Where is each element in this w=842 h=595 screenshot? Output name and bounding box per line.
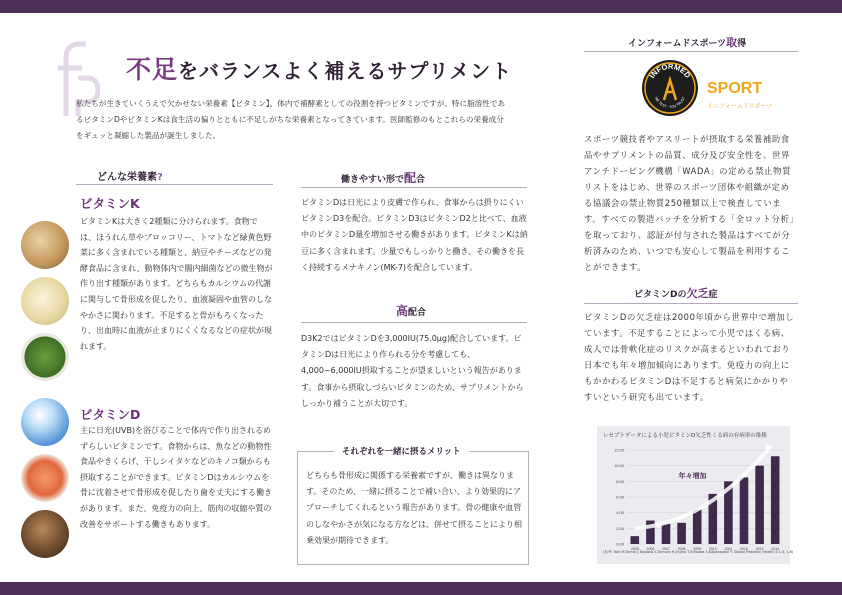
x-tick-label: 2012 (740, 547, 748, 551)
svg-text:WE TEST · YOU TRUST (654, 96, 686, 110)
bar (771, 456, 780, 544)
sport-logo-subtext: インフォームドスポーツ (707, 103, 773, 110)
trend-arrow (635, 448, 769, 528)
logo-ring-sub: WE TEST · YOU TRUST (653, 96, 686, 110)
bottom-bar (0, 582, 842, 595)
y-tick-label: 6.00 (616, 494, 624, 500)
divider (76, 184, 273, 185)
vitamin-d-label: ビタミンD (80, 407, 141, 422)
divider (584, 303, 798, 304)
x-tick-label: 2007 (662, 547, 670, 551)
x-tick-label: 2008 (677, 547, 686, 551)
natto-photo (21, 221, 69, 269)
y-tick-label: 10.00 (613, 463, 624, 469)
section-heading-form: 働きやすい形で配合 (341, 171, 426, 185)
bar (662, 524, 671, 544)
x-tick-label: 2010 (708, 547, 717, 551)
y-tick-label: 0.00 (616, 541, 624, 547)
bar (755, 466, 764, 544)
merit-heading: それぞれを一緒に摂るメリット (334, 445, 469, 457)
cheese-photo (21, 277, 69, 325)
high-dose-text: D3K2ではビタミンDを3,000IU(75.0μg)配合しています。ビタミンDは日光により作られる分を考慮しても、4,000~6,000IU摂取することが望ましいという報告があります。食事から摂取しづらいビタミンのため、サプリメントからしっかり補うことが大切です。 (301, 334, 524, 408)
merit-text: どちらも骨形成に関係する栄養素ですが、働きは異なります。そのため、一緒に摂ることで補い合い、より効果的にアプローチしてくれるという報告があります。骨の健康や血管のしなやかさが気になる方などは、併せて摂ることにより相乗効果が期待できます。 (306, 471, 522, 545)
y-tick-label: 12.00 (613, 447, 624, 453)
prevalence-bar-chart (597, 426, 790, 564)
intro-text: 私たちが生きていくうえで欠かせない栄養素【ビタミン】。体内で補酵素としての役割を持つビタミンですが、特に脂溶性であるビタミンDやビタミンKは食生活の偏りとともに不足しがちな栄養素となってきています。医師監修のもとこれらの栄養成分をギュッと凝縮した製品が誕生しました。 (76, 99, 506, 140)
x-tick-label: 2013 (755, 547, 764, 551)
x-tick-label: 2006 (646, 547, 655, 551)
y-tick-label: 4.00 (616, 510, 624, 516)
vitamin-d-text: 主に日光(UVB)を浴びることで体内で作り出されるめずらしいビタミンです。食物からは、魚などの動物性食品やきくらげ、干しシイタケなどのキノコ類からも摂取することができます。ビタミンDはカルシウムを骨に沈着させて骨形成を促したり歯を丈夫にする働きがあります。また、免疫力の向上、筋肉の収縮や質の改善をサポートする働きもあります。 (80, 426, 272, 529)
divider (301, 322, 527, 323)
divider (301, 187, 527, 188)
logo-ring-text: INFORMED (647, 61, 693, 80)
salmon-photo (21, 454, 69, 502)
vitamin-k-text: ビタミンKは大きく2種類に分けられます。食物では、ほうれん草やブロッコリー、トマトなど緑黄色野菜に多く含まれている種類と、納豆やチーズなどの発酵食品に含まれ、動物体内で腸内細菌などの微生物が作り出す種類があります。どちらもカルシウムの代謝に関与して骨形成を促したり、血液凝固や血管のしなやかさに関わります。不足すると骨がもろくなったり、出血時に血液が止まりにくくなるなどの症状が現れます。 (80, 217, 273, 351)
mushroom-photo (21, 510, 69, 558)
sunlight-photo (21, 398, 69, 446)
x-tick-label: 2009 (693, 547, 702, 551)
section-heading-nutrient: どんな栄養素? (97, 172, 163, 183)
x-tick-label: 2005 (630, 547, 639, 551)
y-tick-label: 2.00 (616, 525, 624, 531)
vitamin-k-label: ビタミンK (80, 196, 140, 211)
divider (584, 51, 798, 52)
spinach-photo (21, 333, 69, 381)
section-heading-informed-sport: インフォームドスポーツ取得 (628, 36, 747, 49)
chart-title: レセプトデータによる小児ビタミンD欠乏性くる病の有病率の推移 (603, 433, 767, 439)
chart-annotation: 年々増加 (678, 472, 707, 481)
top-bar (0, 0, 842, 13)
section-heading-deficiency: ビタミンDの欠乏症 (634, 287, 718, 300)
y-tick-label: 8.00 (616, 478, 624, 484)
form-text: ビタミンDは日光により皮膚で作られ、食事からは摂りにくいビタミンD3を配合。ビタミンD3はビタミンD2と比べて、血液中のビタミンD量を増加させる働きがあります。ビタミンKは納豆に多く含まれます。少量でもしっかりと働き、その働きを長く持続するメナキノン(MK-7)を配合しています。 (301, 198, 528, 272)
x-tick-label: 2011 (724, 547, 733, 551)
bar (740, 477, 749, 544)
chart-source: (参考: Itoh M,Tomio J,Toyooka S,Tamura H,Jinjina T,Kirisoda S,Kabanazaki Y. Global Pediatric Health 3:1-4, 1-6) (603, 550, 794, 554)
bar (677, 523, 686, 544)
x-tick-label: 2014 (771, 547, 780, 551)
page-title: 不足をバランスよく補えるサプリメント (126, 55, 513, 84)
bar (631, 536, 640, 544)
informed-sport-logo (642, 60, 698, 116)
section-heading-high-dose: 高配合 (396, 304, 427, 318)
bar (693, 510, 702, 544)
sport-logo-text: SPORT (707, 80, 763, 97)
informed-sport-text: スポーツ競技者やアスリートが摂取する栄養補助食品やサプリメントの品質、成分及び安全性を、世界アンチドーピング機構「WADA」の定める禁止物質リストをはじめ、世界のスポーツ団体や組織が定める協議会の禁止物質250種類以上で検査しています。すべての製造バッチを分析する「全ロット分析」を取っており、認証が付与された製品はすべてが分析済みのため、いつでも安心して製品を利用することができます。 (584, 134, 795, 272)
deficiency-text: ビタミンDの欠乏症は2000年頃から世界中で増加しています。不足することによって小児ではくる病、成人では骨軟化症のリスクが高まるといわれており日本でも年々増加傾向にあります。免疫力の向上にもかかわるビタミンDは不足すると病気にかかりやすいという研究も出ています。 (584, 312, 795, 402)
